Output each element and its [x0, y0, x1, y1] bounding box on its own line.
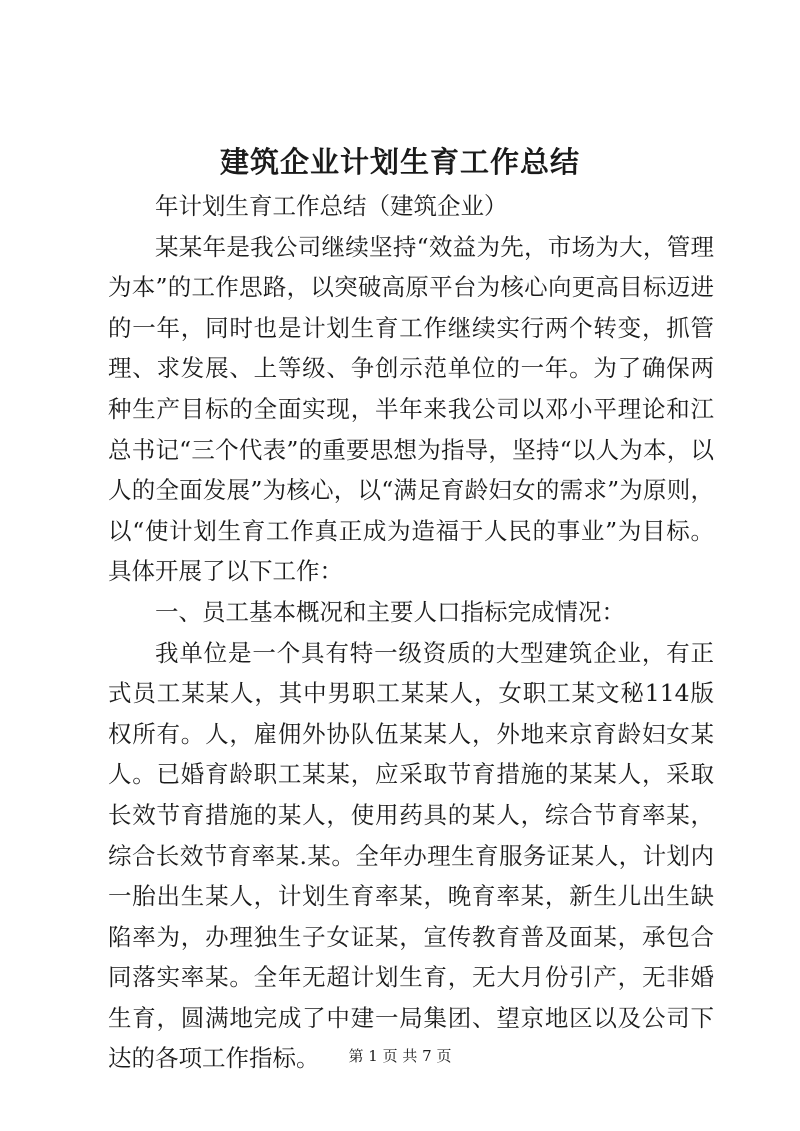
body-paragraph: 我单位是一个具有特一级资质的大型建筑企业，有正式员工某某人，其中男职工某某人，女职工某文秘114版权所有。人，雇佣外协队伍某某人，外地来京育龄妇女某人。已婚育龄职工某某，应采取节育措施的某某人，采取长效节育措施的某人，使用药具的某人，综合节育率某，综合长效节育率某.某。全年办理生育服务证某人，计划内一胎出生某人，计划生育率某，晚育率某，新生儿出生缺陷率为，办理独生子女证某，宣传教育普及面某，承包合同落实率某。全年无超计划生育，无大月份引产，无非婚生育，圆满地完成了中建一局集团、望京地区以及公司下达的各项工作指标。 — [108, 638, 714, 1073]
section-heading: 一、员工基本概况和主要人口指标完成情况： — [155, 597, 625, 626]
page-title: 建筑企业计划生育工作总结 — [219, 145, 580, 179]
subtitle-paragraph: 年计划生育工作总结（建筑企业） — [155, 192, 508, 220]
intro-paragraph: 某某年是我公司继续坚持“效益为先，市场为大，管理为本”的工作思路，以突破高原平台为核心向更高目标迈进的一年，同时也是计划生育工作继续实行两个转变，抓管理、求发展、上等级、争创示范单位的一年。为了确保两种生产目标的全面实现，半年来我公司以邓小平理论和江总书记“三个代表”的重要思想为指导，坚持“以人为本，以人的全面发展”为核心，以“满足育龄妇女的需求”为原则，以“使计划生育工作真正成为造福于人民的事业”为目标。具体开展了以下工作： — [108, 232, 714, 586]
page-footer: 第 1 页 共 7 页 — [348, 1047, 452, 1065]
document-body — [108, 186, 714, 1079]
